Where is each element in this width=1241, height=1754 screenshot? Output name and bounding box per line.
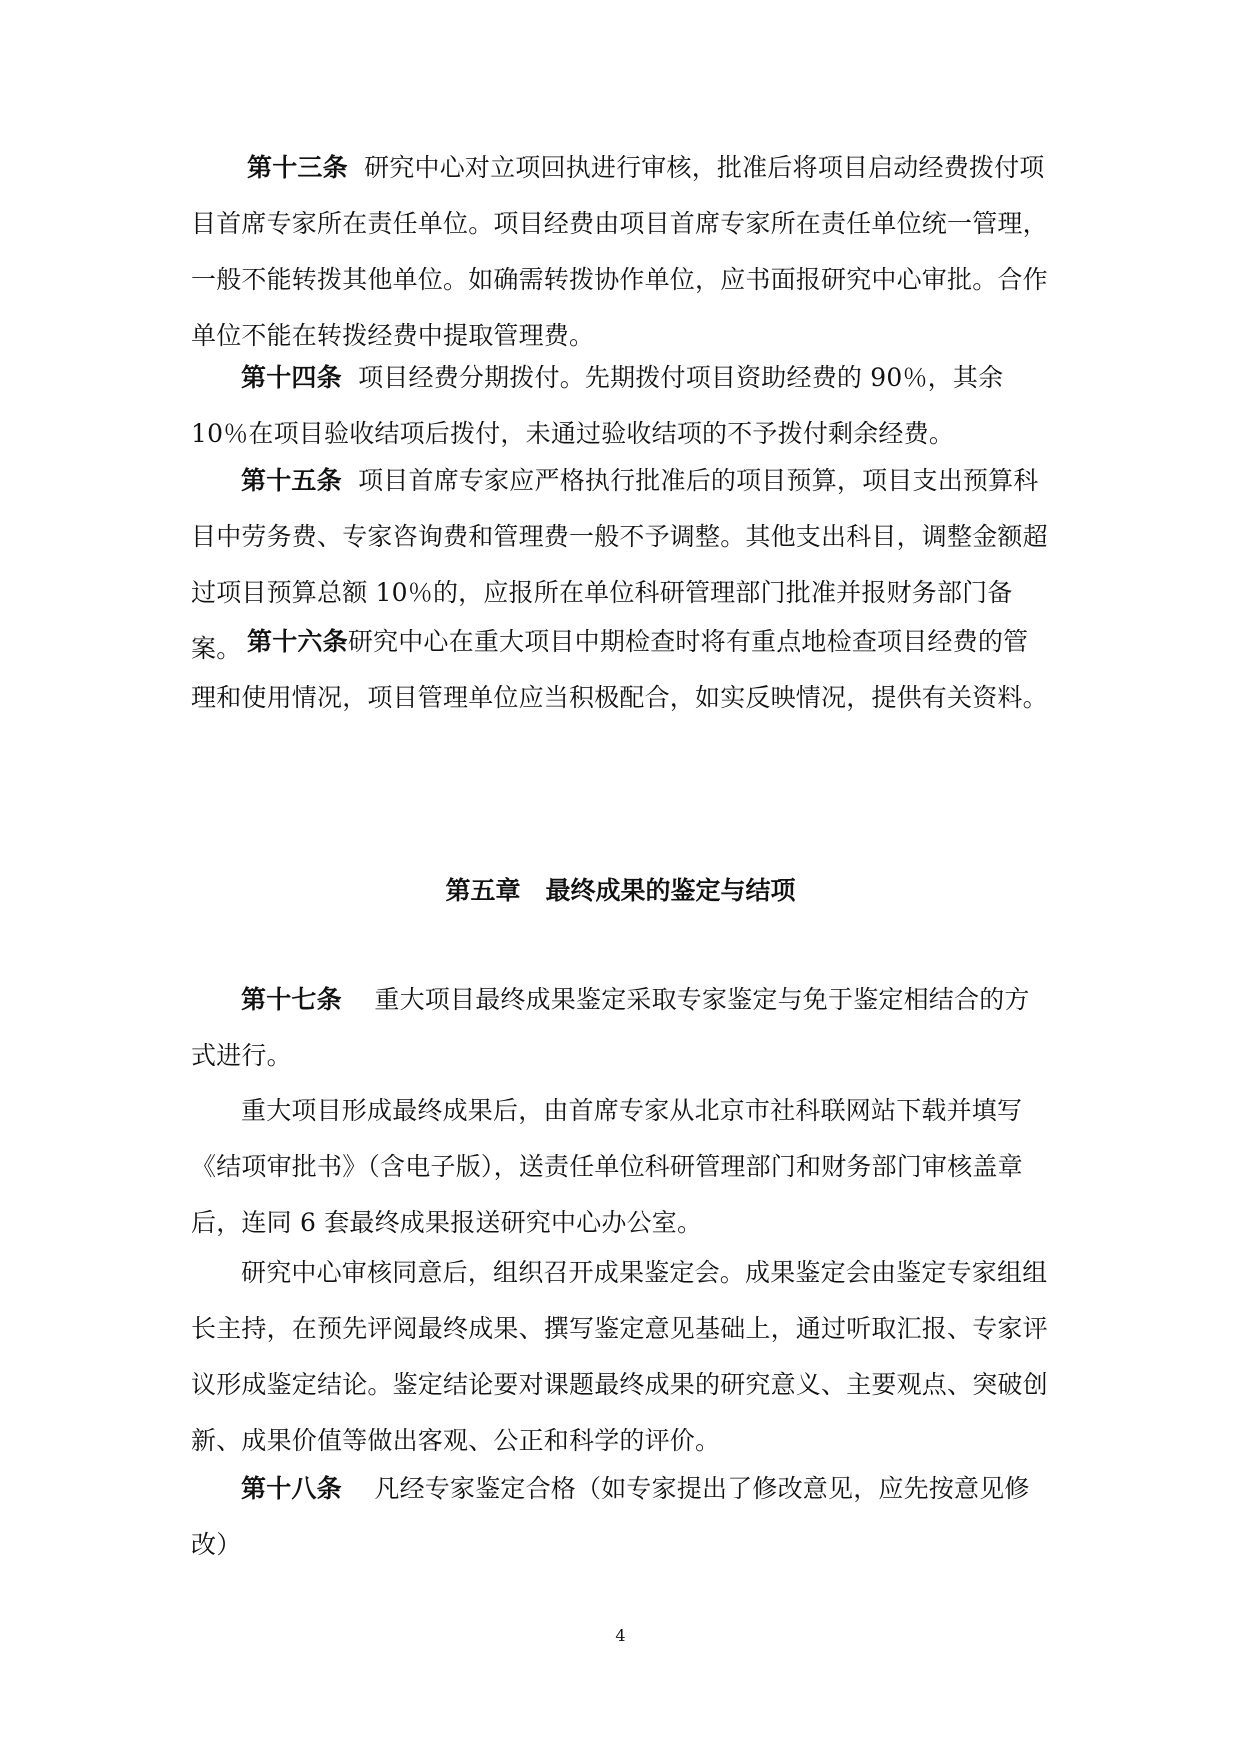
chapter-title: 第五章 最终成果的鉴定与结项 [445,876,796,905]
article-text: 项目首席专家应严格执行批准后的项目预算，项目支出预算科目中劳务费、专家咨询费和管理费一般不予调整。其他支出科目，调整金额超过项目预算总额 10％的，应报所在单位科研管理部门批准并报财务部门备案。 [191,466,1048,663]
article-text: 凡经专家鉴定合格（如专家提出了修改意见，应先按意见修改） [191,1474,1030,1559]
article-18 [191,1461,1051,1573]
article-text: 项目经费分期拨付。先期拨付项目资助经费的 90％，其余 10％在项目验收结项后拨付，未通过验收结项的不予拨付剩余经费。 [191,363,1004,448]
article-17 [191,972,1051,1084]
article-14 [191,350,1051,462]
article-heading: 第十五条 [241,466,342,495]
article-text: 研究中心对立项回执进行审核，批准后将项目启动经费拨付项目首席专家所在责任单位。项目经费由项目首席专家所在责任单位统一管理，一般不能转拨其他单位。如确需转拨协作单位，应书面报研究中心审批。合作单位不能在转拨经费中提取管理费。 [191,153,1048,350]
article-text: 研究中心在重大项目中期检查时将有重点地检查项目经费的管理和使用情况，项目管理单位应当积极配合，如实反映情况，提供有关资料。 [191,627,1048,712]
paragraph-text: 重大项目形成最终成果后，由首席专家从北京市社科联网站下载并填写《结项审批书》（含电子版），送责任单位科研管理部门和财务部门审核盖章后，连同 6 套最终成果报送研究中心办公室。 [191,1096,1023,1237]
article-heading: 第十六条 [247,627,348,656]
body-paragraph [191,1083,1051,1251]
article-heading: 第十三条 [247,153,348,182]
article-heading: 第十七条 [241,985,342,1014]
article-13 [191,140,1051,364]
paragraph-text: 研究中心审核同意后，组织召开成果鉴定会。成果鉴定会由鉴定专家组组长主持，在预先评阅最终成果、撰写鉴定意见基础上，通过听取汇报、专家评议形成鉴定结论。鉴定结论要对课题最终成果的研究意义、主要观点、突破创新、成果价值等做出客观、公正和科学的评价。 [191,1258,1048,1455]
page-number: 4 [615,1626,626,1645]
article-16 [191,614,1051,726]
article-heading: 第十八条 [241,1474,342,1503]
article-heading: 第十四条 [241,363,342,392]
article-text: 重大项目最终成果鉴定采取专家鉴定与免于鉴定相结合的方式进行。 [191,985,1030,1070]
body-paragraph [191,1245,1051,1469]
